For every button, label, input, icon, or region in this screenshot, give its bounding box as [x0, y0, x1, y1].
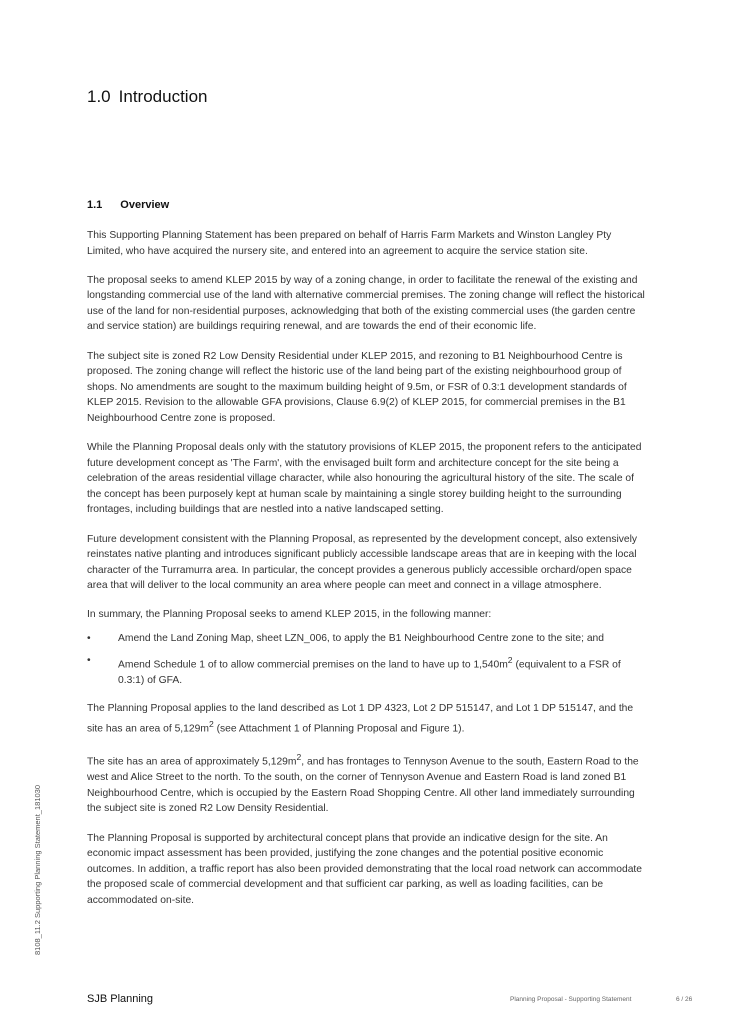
section-title: Introduction [118, 87, 208, 106]
footer-brand: SJB Planning [87, 993, 154, 1005]
subsection-heading [87, 199, 169, 211]
bullet-icon: • [87, 632, 91, 644]
footer-document-title: Planning Proposal - Supporting Statement [510, 996, 632, 1003]
paragraph: The subject site is zoned R2 Low Density Residential under KLEP 2015, and rezoning to B1 Neighbourhood Centre is proposed. The zoning change will reflect the historic use of the land being part of the existing neighbourhood group of shops. No amendments are sought to the maximum building height of 9.5m, or FSR of 0.3:1 development standards of KLEP 2015. Revision to the allowable GFA provisions, Clause 6.9(2) of KLEP 2015, for commercial premises in the B1 Neighbourhood Centre zone is proposed. [87, 350, 627, 424]
section-number: 1.0 [87, 87, 111, 106]
list-item: • Amend Schedule 1 of to allow commercial premises on the land to have up to $1,540m^2$ (equivalent to a FSR of 0.3:1) of GFA. [87, 654, 621, 686]
paragraph: The proposal seeks to amend KLEP 2015 by way of a zoning change, in order to facilitate the renewal of the existing and longstanding commercial use of the land with alternative commercial premises. The zoning change will reflect the historical use of the land for non-residential purposes, acknowledging that both of the existing commercial uses (the garden centre and service station) are buildings requiring renewal, and are towards the end of their economic life. [87, 274, 645, 333]
paragraph: The Planning Proposal applies to the land described as Lot 1 DP 4323, Lot 2 DP 515147, and Lot 1 DP 515147, and the site has an area of $5,129m^2$ (see Attachment 1 of Planning Proposal and Figure 1). [87, 703, 634, 735]
document-reference: 8108_11.2 Supporting Planning Statement_181030 [33, 785, 42, 955]
paragraph: In summary, the Planning Proposal seeks to amend KLEP 2015, in the following manner: [87, 609, 492, 621]
paragraph: The Planning Proposal is supported by architectural concept plans that provide an indicative design for the site. An economic impact assessment has been provided, justifying the zone changes and the potential positive economic outcomes. In addition, a traffic report has also been provided demonstrating that the local road network can accommodate the proposed scale of commercial development and that sufficient car parking, as well as loading facilities, can be accommodated on-site. [87, 832, 643, 906]
subsection-number: 1.1 [87, 199, 103, 211]
body-text [87, 228, 647, 922]
bullet-icon: • [87, 654, 91, 666]
section-heading [87, 87, 207, 107]
paragraph: The site has an area of approximately $5,129m^2$, and has frontages to Tennyson Avenue to the south, Eastern Road to the west and Alice Street to the north. To the south, on the corner of Tennyson Avenue and Eastern Road is land zoned B1 Neighbourhood Centre, which is occupied by the Eastern Road Shopping Centre. All other land immediately surrounding the subject site is zoned R2 Low Density Residential. [87, 752, 639, 815]
subsection-title: Overview [120, 199, 170, 211]
paragraph: While the Planning Proposal deals only with the statutory provisions of KLEP 2015, the proponent refers to the anticipated future development concept as 'The Farm', with the envisaged built form and architecture concept for the site being a celebration of the areas residential village character, while also honouring the agricultural history of the site. The scale of the concept has been purposely kept at human scale by maintaining a single storey building height to the surrounding frontages, including buildings that are nestled into a native landscaped setting. [87, 442, 642, 516]
list-item: • Amend the Land Zoning Map, sheet LZN_006, to apply the B1 Neighbourhood Centre zone to the site; and [87, 631, 647, 647]
bullet-list [87, 631, 647, 688]
paragraph: This Supporting Planning Statement has been prepared on behalf of Harris Farm Markets and Winston Langley Pty Limited, who have acquired the nursery site, and entered into an agreement to acquire the service station site. [87, 230, 612, 257]
page-number: 6 / 26 [676, 996, 693, 1003]
paragraph: Future development consistent with the Planning Proposal, as represented by the development concept, also extensively reinstates native planting and introduces significant publicly accessible landscape areas that are in keeping with the local character of the Turramurra area. In particular, the concept provides a generous publicly accessible orchard/open space area that will deliver to the local community an area where people can meet and connect in a village atmosphere. [87, 533, 638, 592]
